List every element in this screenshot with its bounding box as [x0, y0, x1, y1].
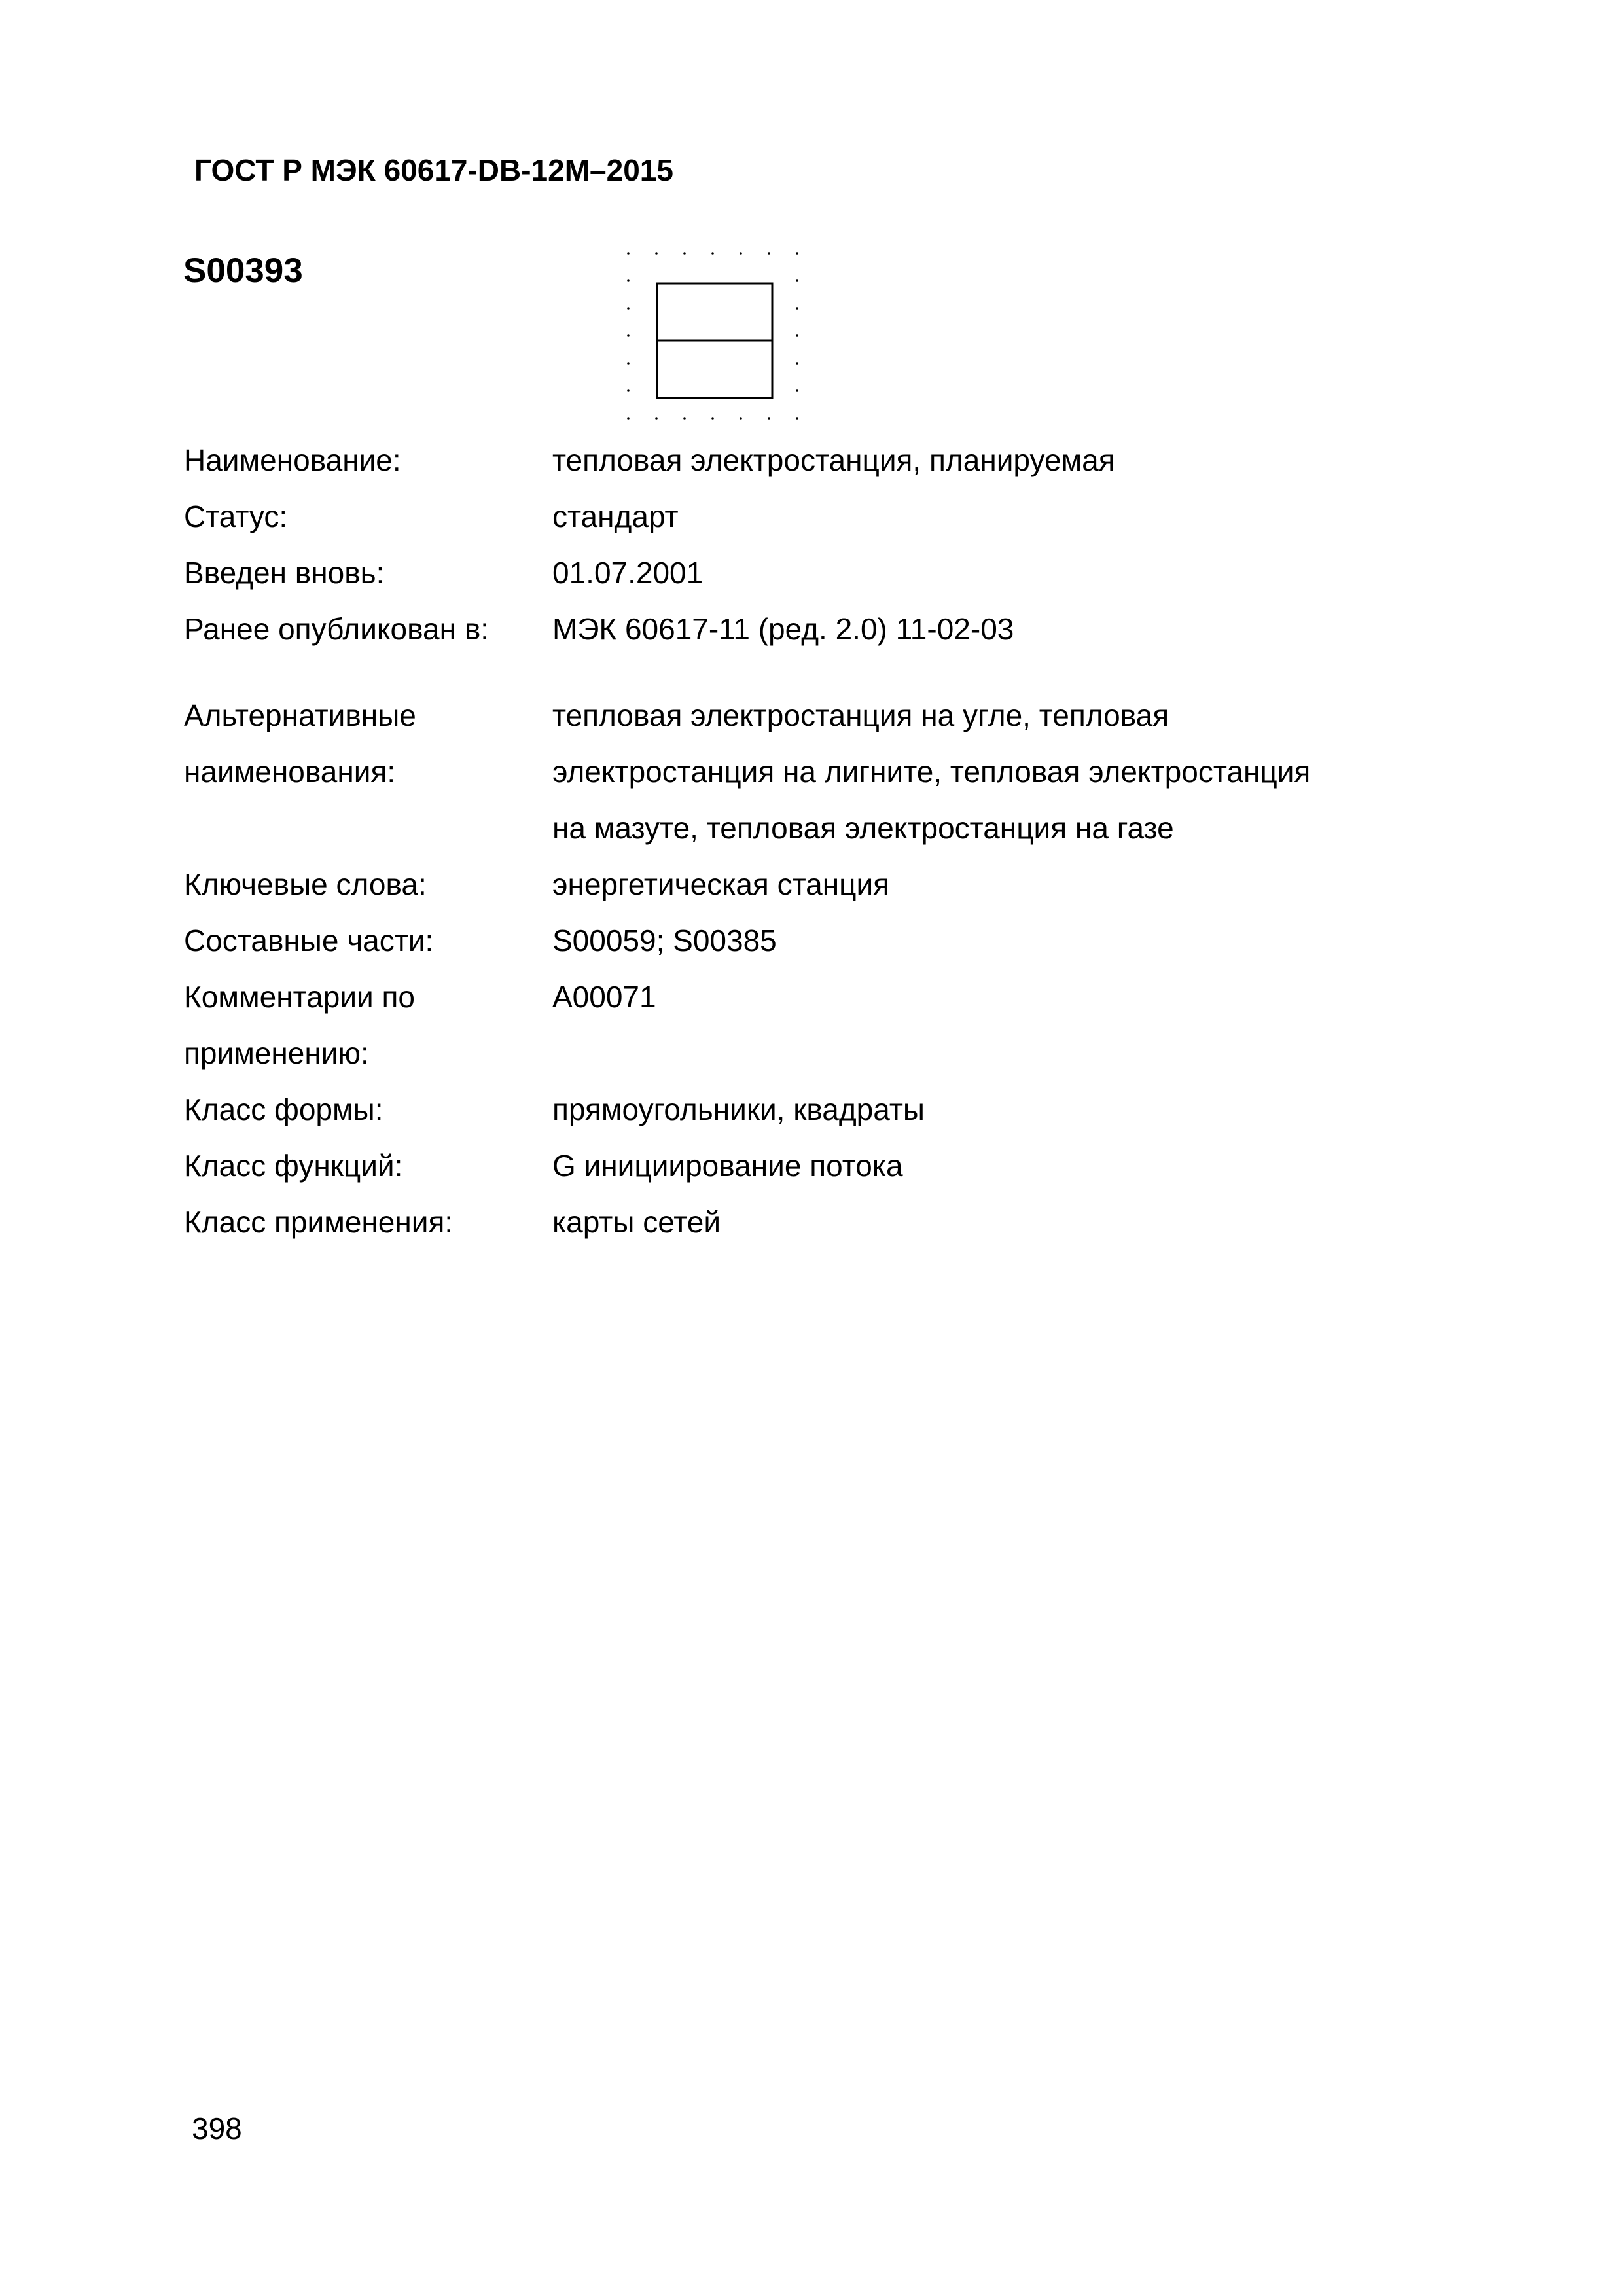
field-label-function-class: Класс функций:: [184, 1149, 403, 1183]
field-label-keywords: Ключевые слова:: [184, 867, 427, 901]
field-value-alternative-names-line-2: электростанция на лигните, тепловая электростанция: [552, 755, 1311, 789]
grid-dot: [711, 417, 714, 420]
grid-dot: [683, 417, 686, 420]
field-label-alternative-names-line-2: наименования:: [184, 755, 396, 789]
field-value-name: тепловая электростанция, планируемая: [552, 443, 1115, 477]
grid-dot: [796, 307, 798, 310]
field-value-function-class: G инициирование потока: [552, 1149, 903, 1183]
page-number: 398: [192, 2111, 242, 2145]
grid-dot: [627, 307, 630, 310]
grid-dot: [796, 279, 798, 282]
grid-dot: [655, 252, 658, 255]
field-value-keywords: энергетическая станция: [552, 867, 890, 901]
document-header: ГОСТ Р МЭК 60617-DB-12M–2015: [194, 153, 673, 187]
field-value-components: S00059; S00385: [552, 924, 777, 958]
symbol-figure-rectangle-divided-horizontally-icon: [622, 245, 818, 435]
field-value-application-notes: A00071: [552, 980, 656, 1014]
grid-dot: [627, 279, 630, 282]
grid-dot: [796, 252, 798, 255]
field-label-name: Наименование:: [184, 443, 401, 477]
field-label-application-notes-line-1: Комментарии по: [184, 980, 415, 1014]
field-label-application-class: Класс применения:: [184, 1205, 454, 1239]
field-label-status: Статус:: [184, 499, 288, 533]
field-value-status: стандарт: [552, 499, 679, 533]
grid-dot: [627, 252, 630, 255]
field-label-components: Составные части:: [184, 924, 434, 958]
grid-dot: [768, 252, 770, 255]
grid-dot: [655, 417, 658, 420]
field-value-introduced: 01.07.2001: [552, 556, 704, 590]
grid-dot: [796, 417, 798, 420]
grid-dot: [627, 389, 630, 392]
grid-dot: [796, 334, 798, 337]
grid-dot: [796, 362, 798, 365]
field-value-alternative-names-line-1: тепловая электростанция на угле, тепловая: [552, 698, 1169, 732]
grid-dot: [627, 334, 630, 337]
grid-dot: [768, 417, 770, 420]
grid-dot: [740, 417, 742, 420]
field-label-alternative-names-line-1: Альтернативные: [184, 698, 416, 732]
field-value-shape-class: прямоугольники, квадраты: [552, 1092, 925, 1126]
grid-dot: [627, 417, 630, 420]
grid-dot: [740, 252, 742, 255]
field-label-previously-published: Ранее опубликован в:: [184, 612, 490, 646]
grid-dot: [627, 362, 630, 365]
field-value-application-class: карты сетей: [552, 1205, 721, 1239]
grid-dot: [796, 389, 798, 392]
symbol-id: S00393: [183, 251, 303, 290]
field-label-introduced: Введен вновь:: [184, 556, 385, 590]
grid-dot: [683, 252, 686, 255]
grid-dot: [711, 252, 714, 255]
field-label-application-notes-line-2: применению:: [184, 1036, 369, 1070]
field-value-alternative-names-line-3: на мазуте, тепловая электростанция на газе: [552, 811, 1174, 845]
field-value-previously-published: МЭК 60617-11 (ред. 2.0) 11-02-03: [552, 612, 1014, 646]
field-label-shape-class: Класс формы:: [184, 1092, 383, 1126]
